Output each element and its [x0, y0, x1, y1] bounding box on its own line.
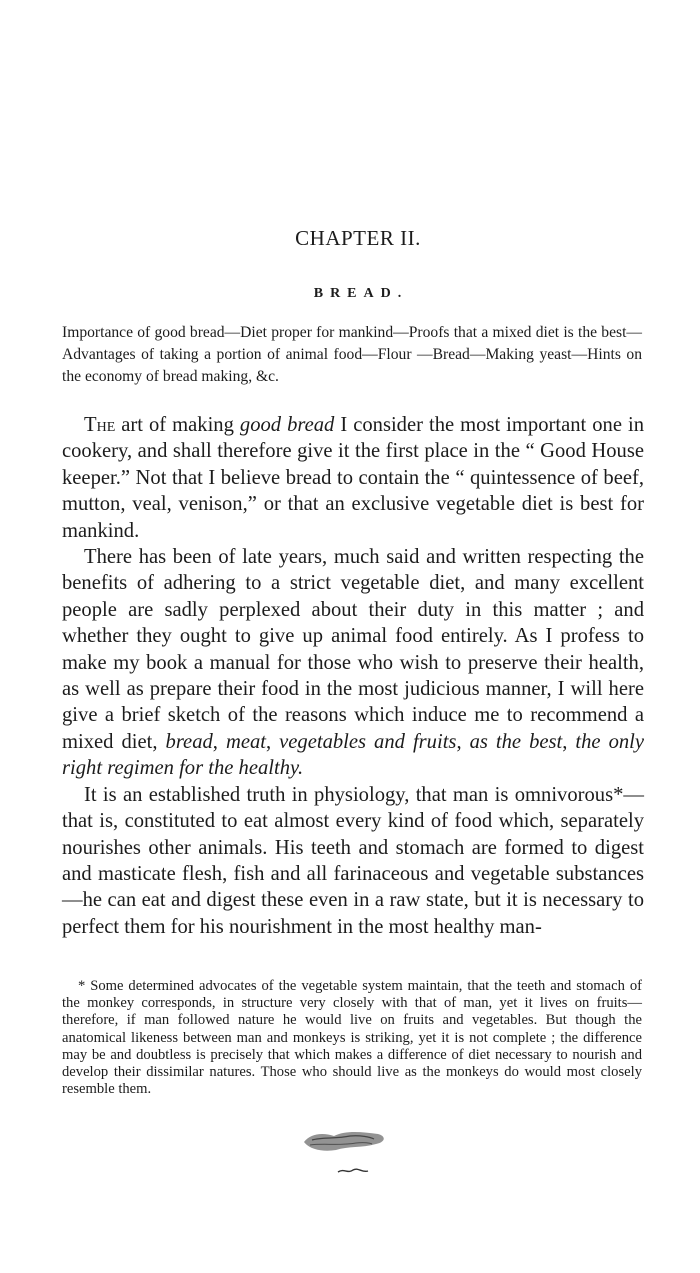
lead-word: The: [84, 414, 116, 436]
paragraph-2-italic-regimen: the only right regimen for the healthy.: [62, 730, 645, 780]
paragraph-2-comma-1: ,: [212, 730, 226, 753]
paragraph-1-italic: good bread: [239, 414, 335, 436]
paragraph-2-comma-4: ,: [562, 730, 576, 753]
section-title: BREAD.: [313, 286, 409, 301]
paragraph-2-italic-vegetables: vegetables and fruits: [279, 730, 457, 753]
paragraph-1: [62, 412, 644, 544]
paragraph-2-italic-bread: bread: [165, 730, 213, 753]
paragraph-1-before-italic: art of making: [115, 414, 240, 436]
paragraph-2-italic-best: as the best: [469, 730, 563, 753]
paragraph-2-comma-2: ,: [265, 730, 280, 753]
paragraph-2-italic-meat: meat: [225, 730, 266, 753]
paragraph-1-rest: I consider the most important one in cookery, and shall therefore give it the first place in the “ Good House keeper.” Not that I believe bread to contain the “ quintessence of beef, mutton, veal, venison,” or that an exclusive vegetable diet is best for mankind.: [62, 414, 644, 542]
paragraph-2: [62, 544, 644, 782]
ornament-mark: [336, 1166, 370, 1176]
body-text: [62, 412, 644, 940]
paragraph-2-text: There has been of late years, much said and written respecting the benefits of adhering to a strict vegetable diet, and many excellent people are sadly perplexed about their duty in this matter ; and whether they ought to give up animal food entirely. As I profess to make my book a manual for those who wish to preserve their health, as well as prepare their food in the most judicious manner, I will here give a brief sketch of the reasons which induce me to recommend a mixed diet,: [62, 546, 644, 753]
paragraph-2-comma-3: ,: [456, 730, 470, 753]
footnote: * Some determined advocates of the vegetable system maintain, that the teeth and stomach of the monkey corresponds, in structure very closely with that of man, yet it lives on fruits—therefore, if man followed nature he would live on fruits and vegetables. But though the anatomical likeness between man and monkeys is striking, yet it is not complete ; the difference may be and doubtless is precisely that which makes a difference of diet necessary to nourish and develop their dissimilar natures. Those who should live as the monkeys do would most closely resemble them.: [62, 978, 642, 1098]
ink-smudge: [300, 1124, 390, 1154]
chapter-summary: Importance of good bread—Diet proper for mankind—Proofs that a mixed diet is the best—Advantages of taking a portion of animal food—Flour —Bread—Making yeast—Hints on the economy of bread making, &c.: [62, 324, 642, 385]
paragraph-3: It is an established truth in physiology, that man is omnivorous*—that is, constituted to eat almost every kind of food which, separately nourishes other animals. His teeth and stomach are formed to digest and masticate flesh, fish and all farinaceous and vegetable substances—he can eat and digest these even in a raw state, but it is necessary to perfect them for his nourishment in the most healthy man-: [62, 783, 644, 938]
chapter-title: CHAPTER II.: [295, 226, 421, 250]
